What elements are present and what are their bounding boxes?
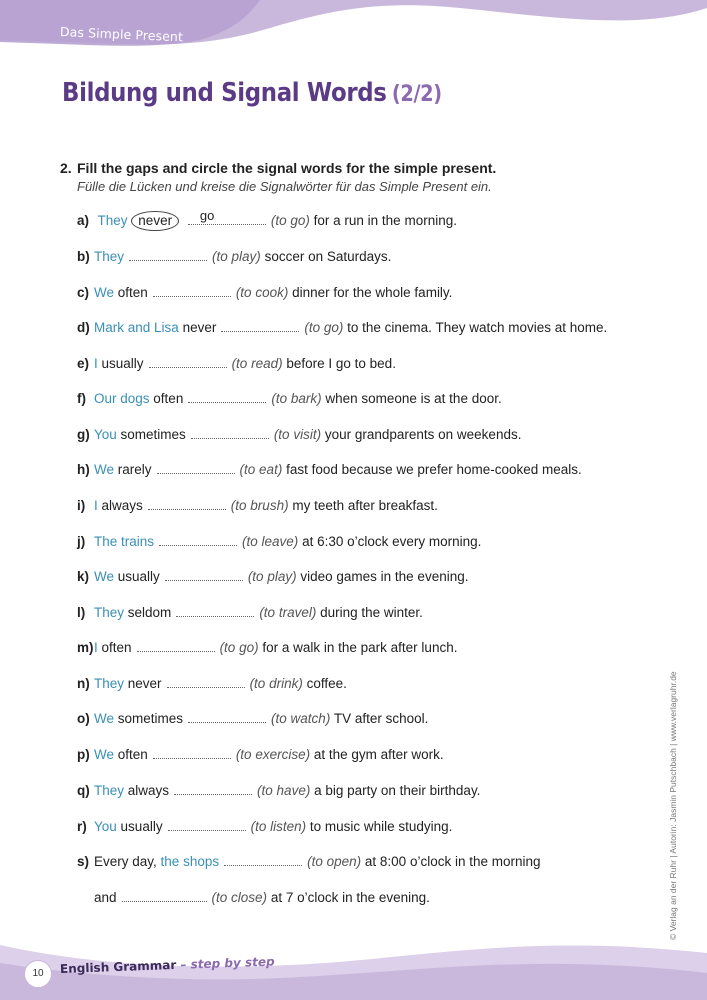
item-signal-word: never: [182, 320, 217, 335]
item-label: h): [77, 462, 90, 477]
section-label: Das Simple Present: [59, 24, 184, 45]
item-subject: I: [94, 498, 98, 513]
exercise-item: [77, 208, 457, 232]
exercise-item: [77, 497, 438, 517]
item-hint: (to have): [257, 783, 311, 798]
item-rest: coffee.: [306, 676, 347, 691]
item-signal-word: often: [117, 285, 148, 300]
item-signal-word: sometimes: [117, 711, 184, 726]
exercise-item: [77, 889, 430, 909]
item-rest: to music while studying.: [309, 819, 453, 834]
answer-gap[interactable]: [129, 248, 207, 261]
page-title: [62, 78, 442, 108]
exercise-item: [77, 675, 347, 695]
answer-gap[interactable]: [165, 568, 243, 581]
item-subject: Our dogs: [94, 391, 150, 406]
item-label: s): [77, 854, 90, 869]
answer-gap[interactable]: [176, 604, 254, 617]
exercise-item: [77, 248, 391, 268]
exercise-item: [77, 604, 423, 624]
answer-gap[interactable]: [174, 782, 252, 795]
item-label: n): [77, 676, 90, 691]
item-signal-word: often: [153, 391, 184, 406]
item-rest: at the gym after work.: [313, 747, 444, 762]
answer-gap[interactable]: [153, 746, 231, 759]
item-hint: (to leave): [242, 534, 299, 549]
item-label: e): [77, 356, 90, 371]
item-signal-word: usually: [117, 569, 160, 584]
item-subject: We: [94, 285, 115, 300]
item-signal-word: seldom: [127, 605, 172, 620]
item-subject: They: [94, 249, 125, 264]
item-signal-word: always: [127, 783, 170, 798]
answer-gap[interactable]: [149, 355, 227, 368]
answer-gap[interactable]: [148, 497, 226, 510]
exercise-item: [77, 568, 468, 588]
handwritten-answer: go: [199, 208, 215, 223]
item-rest: my teeth after breakfast.: [292, 498, 438, 513]
item-hint: (to drink): [249, 676, 303, 691]
item-label: b): [77, 249, 90, 264]
item-rest: video games in the evening.: [300, 569, 469, 584]
item-signal-word: never: [127, 676, 162, 691]
item-subject: the shops: [160, 854, 220, 869]
item-rest: TV after school.: [333, 711, 429, 726]
answer-gap[interactable]: [224, 853, 302, 866]
item-hint: (to go): [219, 640, 259, 655]
item-hint: (to eat): [239, 462, 283, 477]
item-label: d): [77, 320, 90, 335]
item-hint: (to watch): [271, 711, 331, 726]
item-hint: (to travel): [259, 605, 317, 620]
exercise-item: [77, 284, 452, 304]
item-subject: You: [94, 427, 117, 442]
exercise-item: [77, 533, 481, 553]
item-subject: They: [97, 213, 128, 228]
item-label: l): [77, 605, 86, 620]
item-rest: to the cinema. They watch movies at home.: [347, 320, 608, 335]
item-subject: Mark and Lisa: [94, 320, 179, 335]
answer-gap[interactable]: [191, 426, 269, 439]
exercise-item: [77, 390, 502, 410]
item-subject: You: [94, 819, 117, 834]
item-label: j): [77, 534, 86, 549]
item-rest: at 8:00 o’clock in the morning: [364, 854, 541, 869]
item-hint: (to bark): [271, 391, 322, 406]
item-subject: We: [94, 462, 115, 477]
item-label: p): [77, 747, 90, 762]
item-rest: at 7 o’clock in the evening.: [270, 890, 430, 905]
item-subject: The trains: [94, 534, 155, 549]
item-rest: dinner for the whole family.: [292, 285, 453, 300]
exercise-item: [77, 746, 444, 766]
item-label: r): [77, 819, 87, 834]
item-subject: They: [94, 676, 125, 691]
item-rest: before I go to bed.: [286, 356, 396, 371]
item-label: o): [77, 711, 90, 726]
item-rest: when someone is at the door.: [325, 391, 502, 406]
title-part: (2/2): [391, 82, 442, 107]
exercise-item: [77, 639, 457, 659]
item-signal-word: often: [117, 747, 148, 762]
answer-gap[interactable]: [122, 889, 207, 902]
copyright-note: © Verlag an der Ruhr | Autorin: Jasmin Putschbach | www.verlagruhr.de: [668, 671, 678, 940]
answer-gap[interactable]: [221, 319, 299, 332]
item-subject: We: [94, 747, 115, 762]
item-signal-word: usually: [101, 356, 144, 371]
item-signal-word: often: [101, 640, 132, 655]
item-hint: (to cook): [235, 285, 289, 300]
item-rest: a big party on their birthday.: [314, 783, 481, 798]
item-label: m): [77, 640, 94, 655]
item-hint: (to visit): [273, 427, 322, 442]
exercise-item: [77, 818, 452, 838]
exercise-item: [77, 319, 607, 339]
answer-gap[interactable]: [188, 390, 266, 403]
item-rest: during the winter.: [320, 605, 423, 620]
exercise-item: [77, 710, 428, 730]
item-signal-word: usually: [120, 819, 163, 834]
item-subject: We: [94, 569, 115, 584]
item-label: i): [77, 498, 86, 513]
exercise-item: [77, 461, 582, 481]
circled-signal-word[interactable]: never: [131, 211, 179, 231]
item-rest: for a walk in the park after lunch.: [262, 640, 458, 655]
item-rest: for a run in the morning.: [313, 213, 457, 228]
answer-gap[interactable]: [168, 818, 246, 831]
item-hint: (to go): [304, 320, 344, 335]
item-label: c): [77, 285, 90, 300]
item-rest: your grandparents on weekends.: [324, 427, 522, 442]
item-label: k): [77, 569, 90, 584]
item-conjunction: and: [94, 890, 117, 905]
item-subject: I: [94, 356, 98, 371]
exercise-item: [77, 426, 521, 446]
item-rest: at 6:30 o’clock every morning.: [302, 534, 482, 549]
item-hint: (to read): [231, 356, 283, 371]
answer-gap[interactable]: [159, 533, 237, 546]
item-rest: fast food because we prefer home-cooked meals.: [286, 462, 582, 477]
item-signal-word: rarely: [117, 462, 152, 477]
task-instruction-german: Fülle die Lücken und kreise die Signalwörter für das Simple Present ein.: [77, 179, 492, 194]
item-subject: I: [94, 640, 98, 655]
book-title: English Grammar: [59, 957, 177, 976]
item-label: g): [77, 427, 90, 442]
item-label: q): [77, 783, 90, 798]
answer-gap[interactable]: [188, 710, 266, 723]
answer-gap[interactable]: [157, 461, 235, 474]
answer-gap[interactable]: [153, 284, 231, 297]
item-signal-word: always: [101, 498, 143, 513]
item-subject: We: [94, 711, 115, 726]
exercise-item: [77, 355, 396, 375]
item-hint: (to brush): [230, 498, 289, 513]
exercise-item: [77, 853, 541, 873]
task-instruction: Fill the gaps and circle the signal words for the simple present.: [77, 160, 497, 176]
item-subject: They: [94, 783, 125, 798]
item-hint: (to open): [307, 854, 362, 869]
item-hint: (to exercise): [235, 747, 311, 762]
item-hint: (to listen): [250, 819, 307, 834]
item-hint: (to play): [247, 569, 297, 584]
item-label: f): [77, 391, 86, 406]
item-subject: They: [94, 605, 125, 620]
item-hint: (to close): [211, 890, 268, 905]
answer-gap[interactable]: [188, 208, 266, 225]
page-number: 10: [24, 960, 52, 988]
exercise-item: [77, 782, 480, 802]
item-hint: (to go): [270, 213, 310, 228]
item-rest: soccer on Saturdays.: [264, 249, 392, 264]
answer-gap[interactable]: [167, 675, 245, 688]
task-number: 2.: [60, 160, 72, 176]
book-subtitle: – step by step: [180, 954, 275, 972]
item-signal-word: Every day,: [94, 854, 157, 869]
item-signal-word: sometimes: [120, 427, 186, 442]
answer-gap[interactable]: [137, 639, 215, 652]
item-hint: (to play): [212, 249, 261, 264]
item-label: a): [77, 213, 90, 228]
title-main: Bildung und Signal Words: [62, 78, 387, 108]
